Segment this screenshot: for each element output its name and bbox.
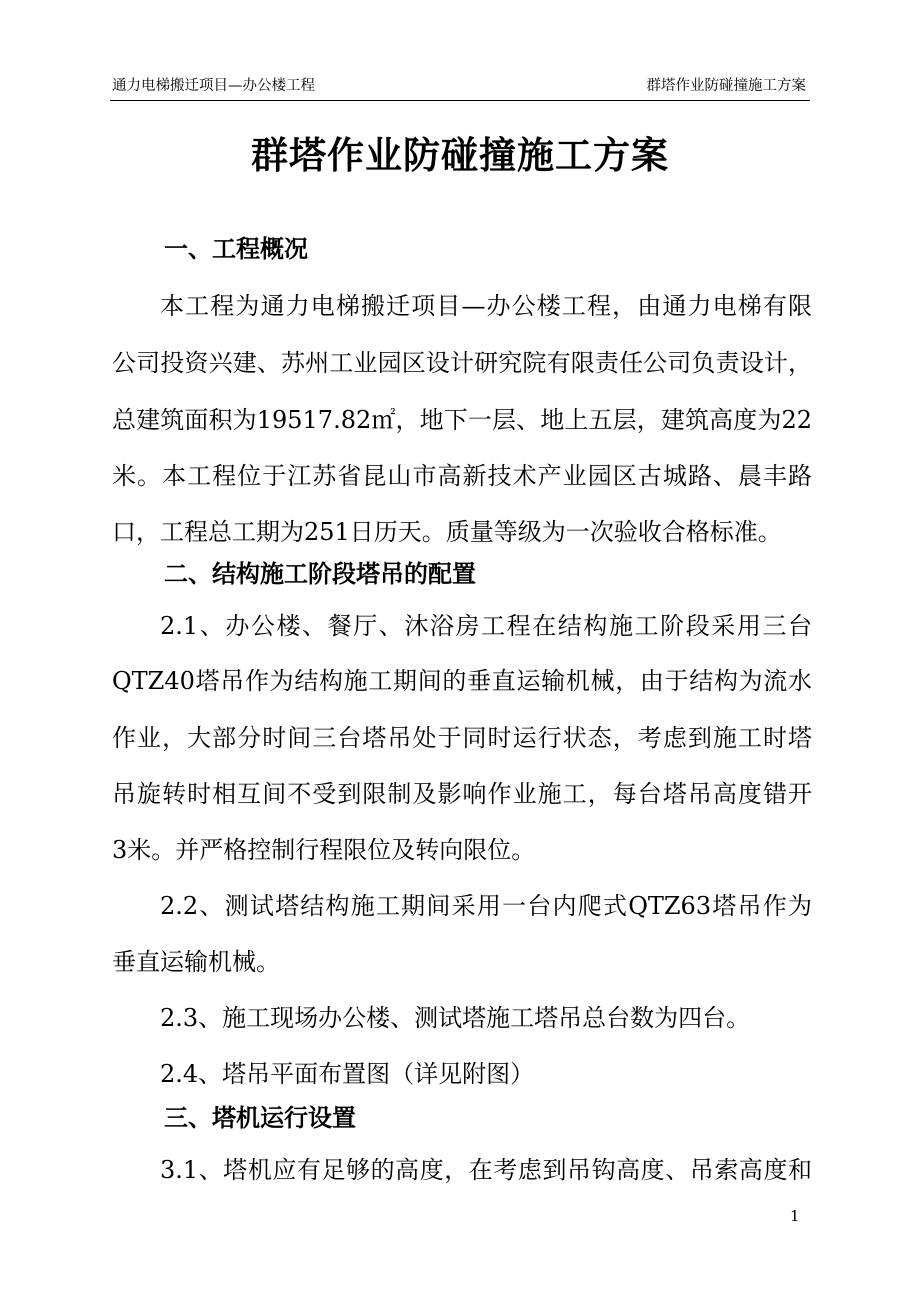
paragraph-line: 2.4、塔吊平面布置图（详见附图） [160,1060,535,1088]
header-project-name: 通力电梯搬迁项目—办公楼工程 [112,78,315,94]
paragraph-line: 米。本工程位于江苏省昆山市高新技术产业园区古城路、晨丰路 [112,462,812,490]
paragraph-line: 吊旋转时相互间不受到限制及影响作业施工，每台塔吊高度错开 [112,780,812,808]
paragraph-line: 3米。并严格控制行程限位及转向限位。 [112,836,536,864]
paragraph-line: 2.1、办公楼、餐厅、沐浴房工程在结构施工阶段采用三台 [160,612,812,640]
section-heading-crane-config: 二、结构施工阶段塔吊的配置 [164,560,476,588]
paragraph-line: 口，工程总工期为251日历天。质量等级为一次验收合格标准。 [112,518,782,546]
paragraph-line: 2.2、测试塔结构施工期间采用一台内爬式QTZ63塔吊作为 [160,892,812,920]
paragraph-line: 总建筑面积为19517.82㎡，地下一层、地上五层，建筑高度为22 [112,406,812,434]
page-number: 1 [790,1207,800,1225]
paragraph-line: 2.3、施工现场办公楼、测试塔施工塔吊总台数为四台。 [160,1004,751,1032]
header-document-title: 群塔作业防碰撞施工方案 [646,78,806,94]
document-title: 群塔作业防碰撞施工方案 [251,134,669,177]
paragraph-line: 3.1、塔机应有足够的高度，在考虑到吊钩高度、吊索高度和 [160,1156,812,1184]
paragraph-line: 本工程为通力电梯搬迁项目—办公楼工程，由通力电梯有限 [160,292,812,320]
page-header [110,76,810,101]
paragraph-line: 公司投资兴建、苏州工业园区设计研究院有限责任公司负责设计， [112,349,812,377]
section-heading-overview: 一、工程概况 [164,235,308,263]
paragraph-line: QTZ40塔吊作为结构施工期间的垂直运输机械，由于结构为流水 [112,667,812,695]
paragraph-line: 垂直运输机械。 [112,948,280,976]
section-heading-crane-operation: 三、塔机运行设置 [164,1104,356,1132]
paragraph-line: 作业，大部分时间三台塔吊处于同时运行状态，考虑到施工时塔 [112,724,812,752]
